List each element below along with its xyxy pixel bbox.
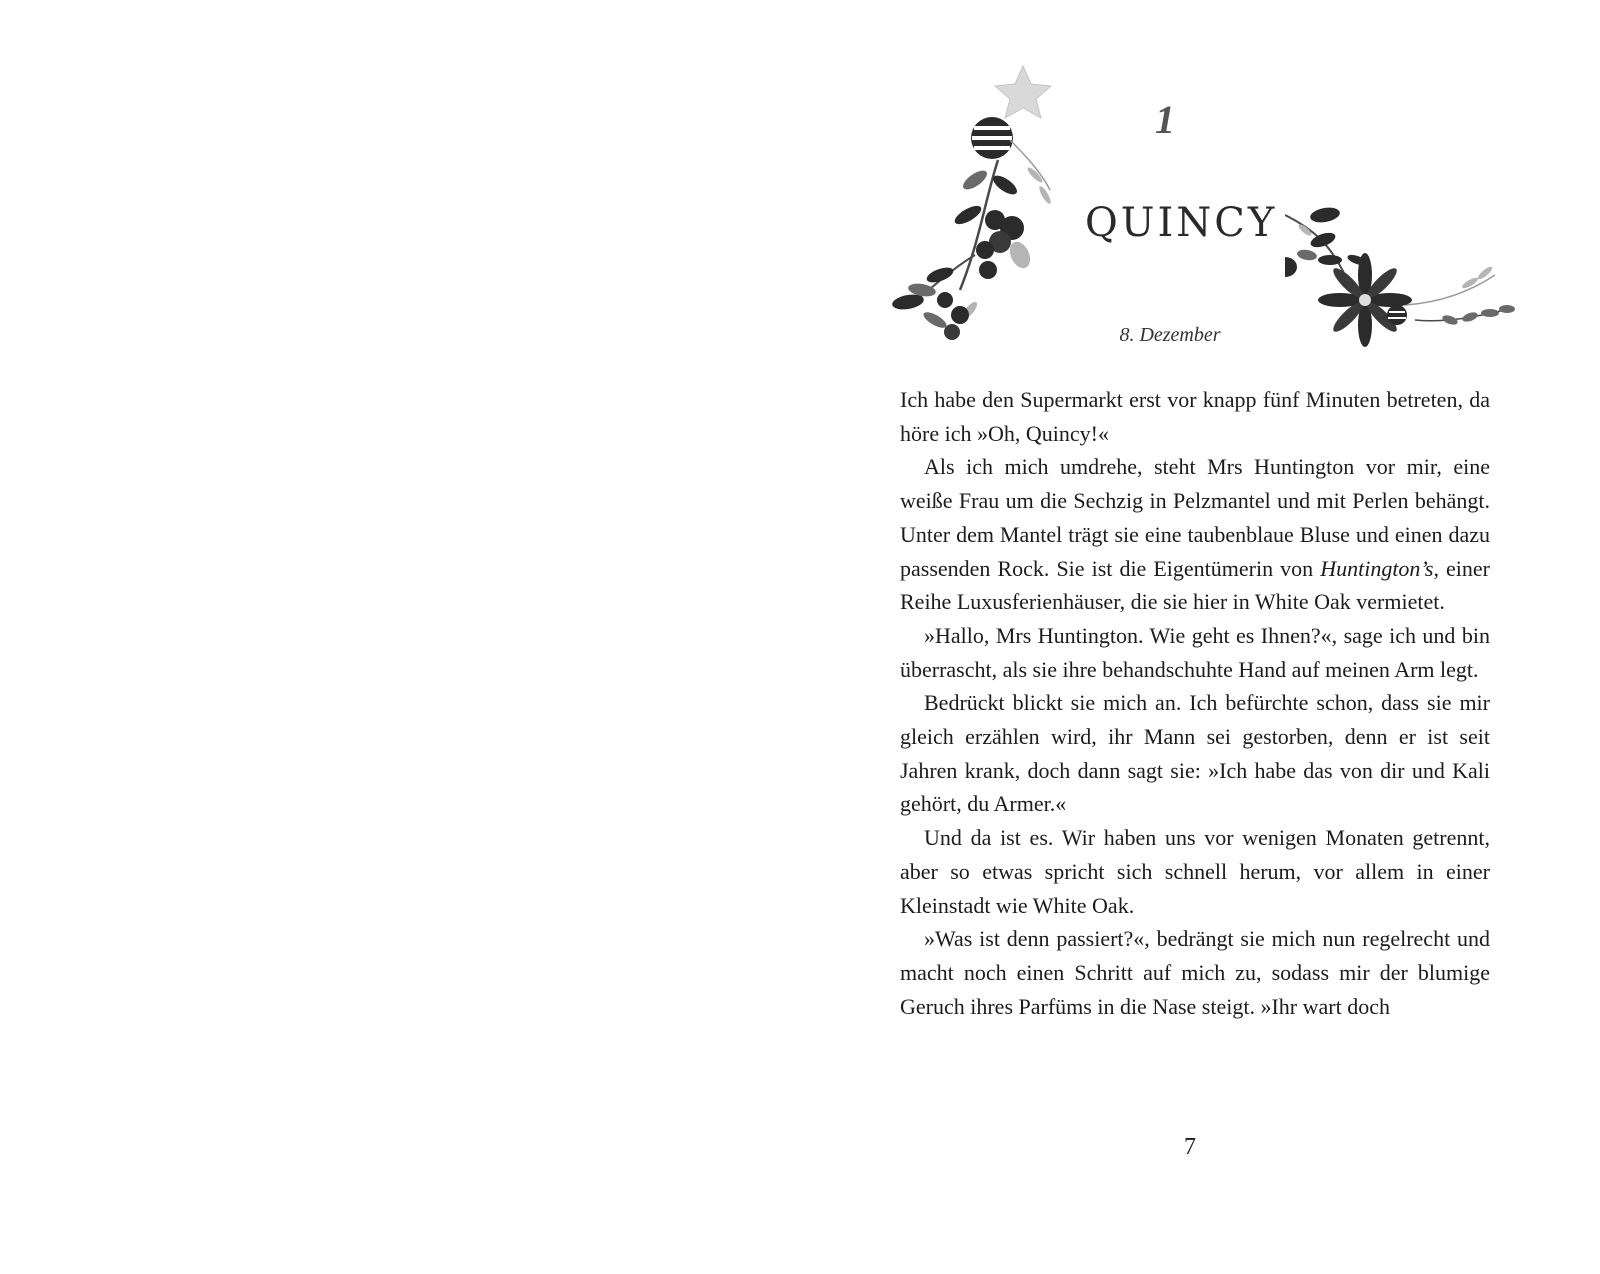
paragraph: Ich habe den Supermarkt erst vor knapp fünf Minuten betreten, da höre ich »Oh, Quincy!« xyxy=(900,387,1490,446)
body-text xyxy=(900,383,1490,1023)
chapter-number: 1 xyxy=(1155,97,1175,142)
paragraph-text: Als ich mich umdrehe, steht Mrs Huntington vor mir, eine weiße Frau um die Sechzig in Pelzmantel und mit Perlen behängt. Unter dem Mantel trägt sie eine taubenblaue Bluse und einen dazu passenden Rock. Sie ist die Eigentümerin von xyxy=(900,454,1490,581)
chapter-title: QUINCY xyxy=(1085,200,1278,246)
italic-title: Huntington’s xyxy=(1320,555,1434,581)
floral-decoration-right-icon xyxy=(1285,205,1515,355)
paragraph xyxy=(900,450,1490,619)
page-number: 7 xyxy=(1184,1134,1196,1160)
floral-decoration-left-icon xyxy=(890,60,1090,360)
paragraph: »Hallo, Mrs Huntington. Wie geht es Ihnen?«, sage ich und bin überrascht, als sie ihre behandschuhte Hand auf meinen Arm legt. xyxy=(900,622,1490,682)
paragraph: Bedrückt blickt sie mich an. Ich befürchte schon, dass sie mir gleich erzählen wird, ihr Mann sei gestorben, denn er ist seit Jahren krank, doch dann sagt sie: »Ich habe das von dir und Kali gehört, du Armer.« xyxy=(900,690,1490,817)
chapter-date: 8. Dezember xyxy=(1119,324,1221,346)
paragraph-text-continued: , einer Reihe Luxusferienhäuser, die sie hier in White Oak vermietet. xyxy=(900,555,1490,615)
paragraph: Und da ist es. Wir haben uns vor wenigen Monaten getrennt, aber so etwas spricht sich schnell herum, vor allem in einer Kleinstadt wie White Oak. xyxy=(900,825,1490,918)
paragraph: »Was ist denn passiert?«, bedrängt sie mich nun regelrecht und macht noch einen Schritt auf mich zu, sodass mir der blumige Geruch ihres Parfüms in die Nase steigt. »Ihr wart doch xyxy=(900,926,1490,1019)
